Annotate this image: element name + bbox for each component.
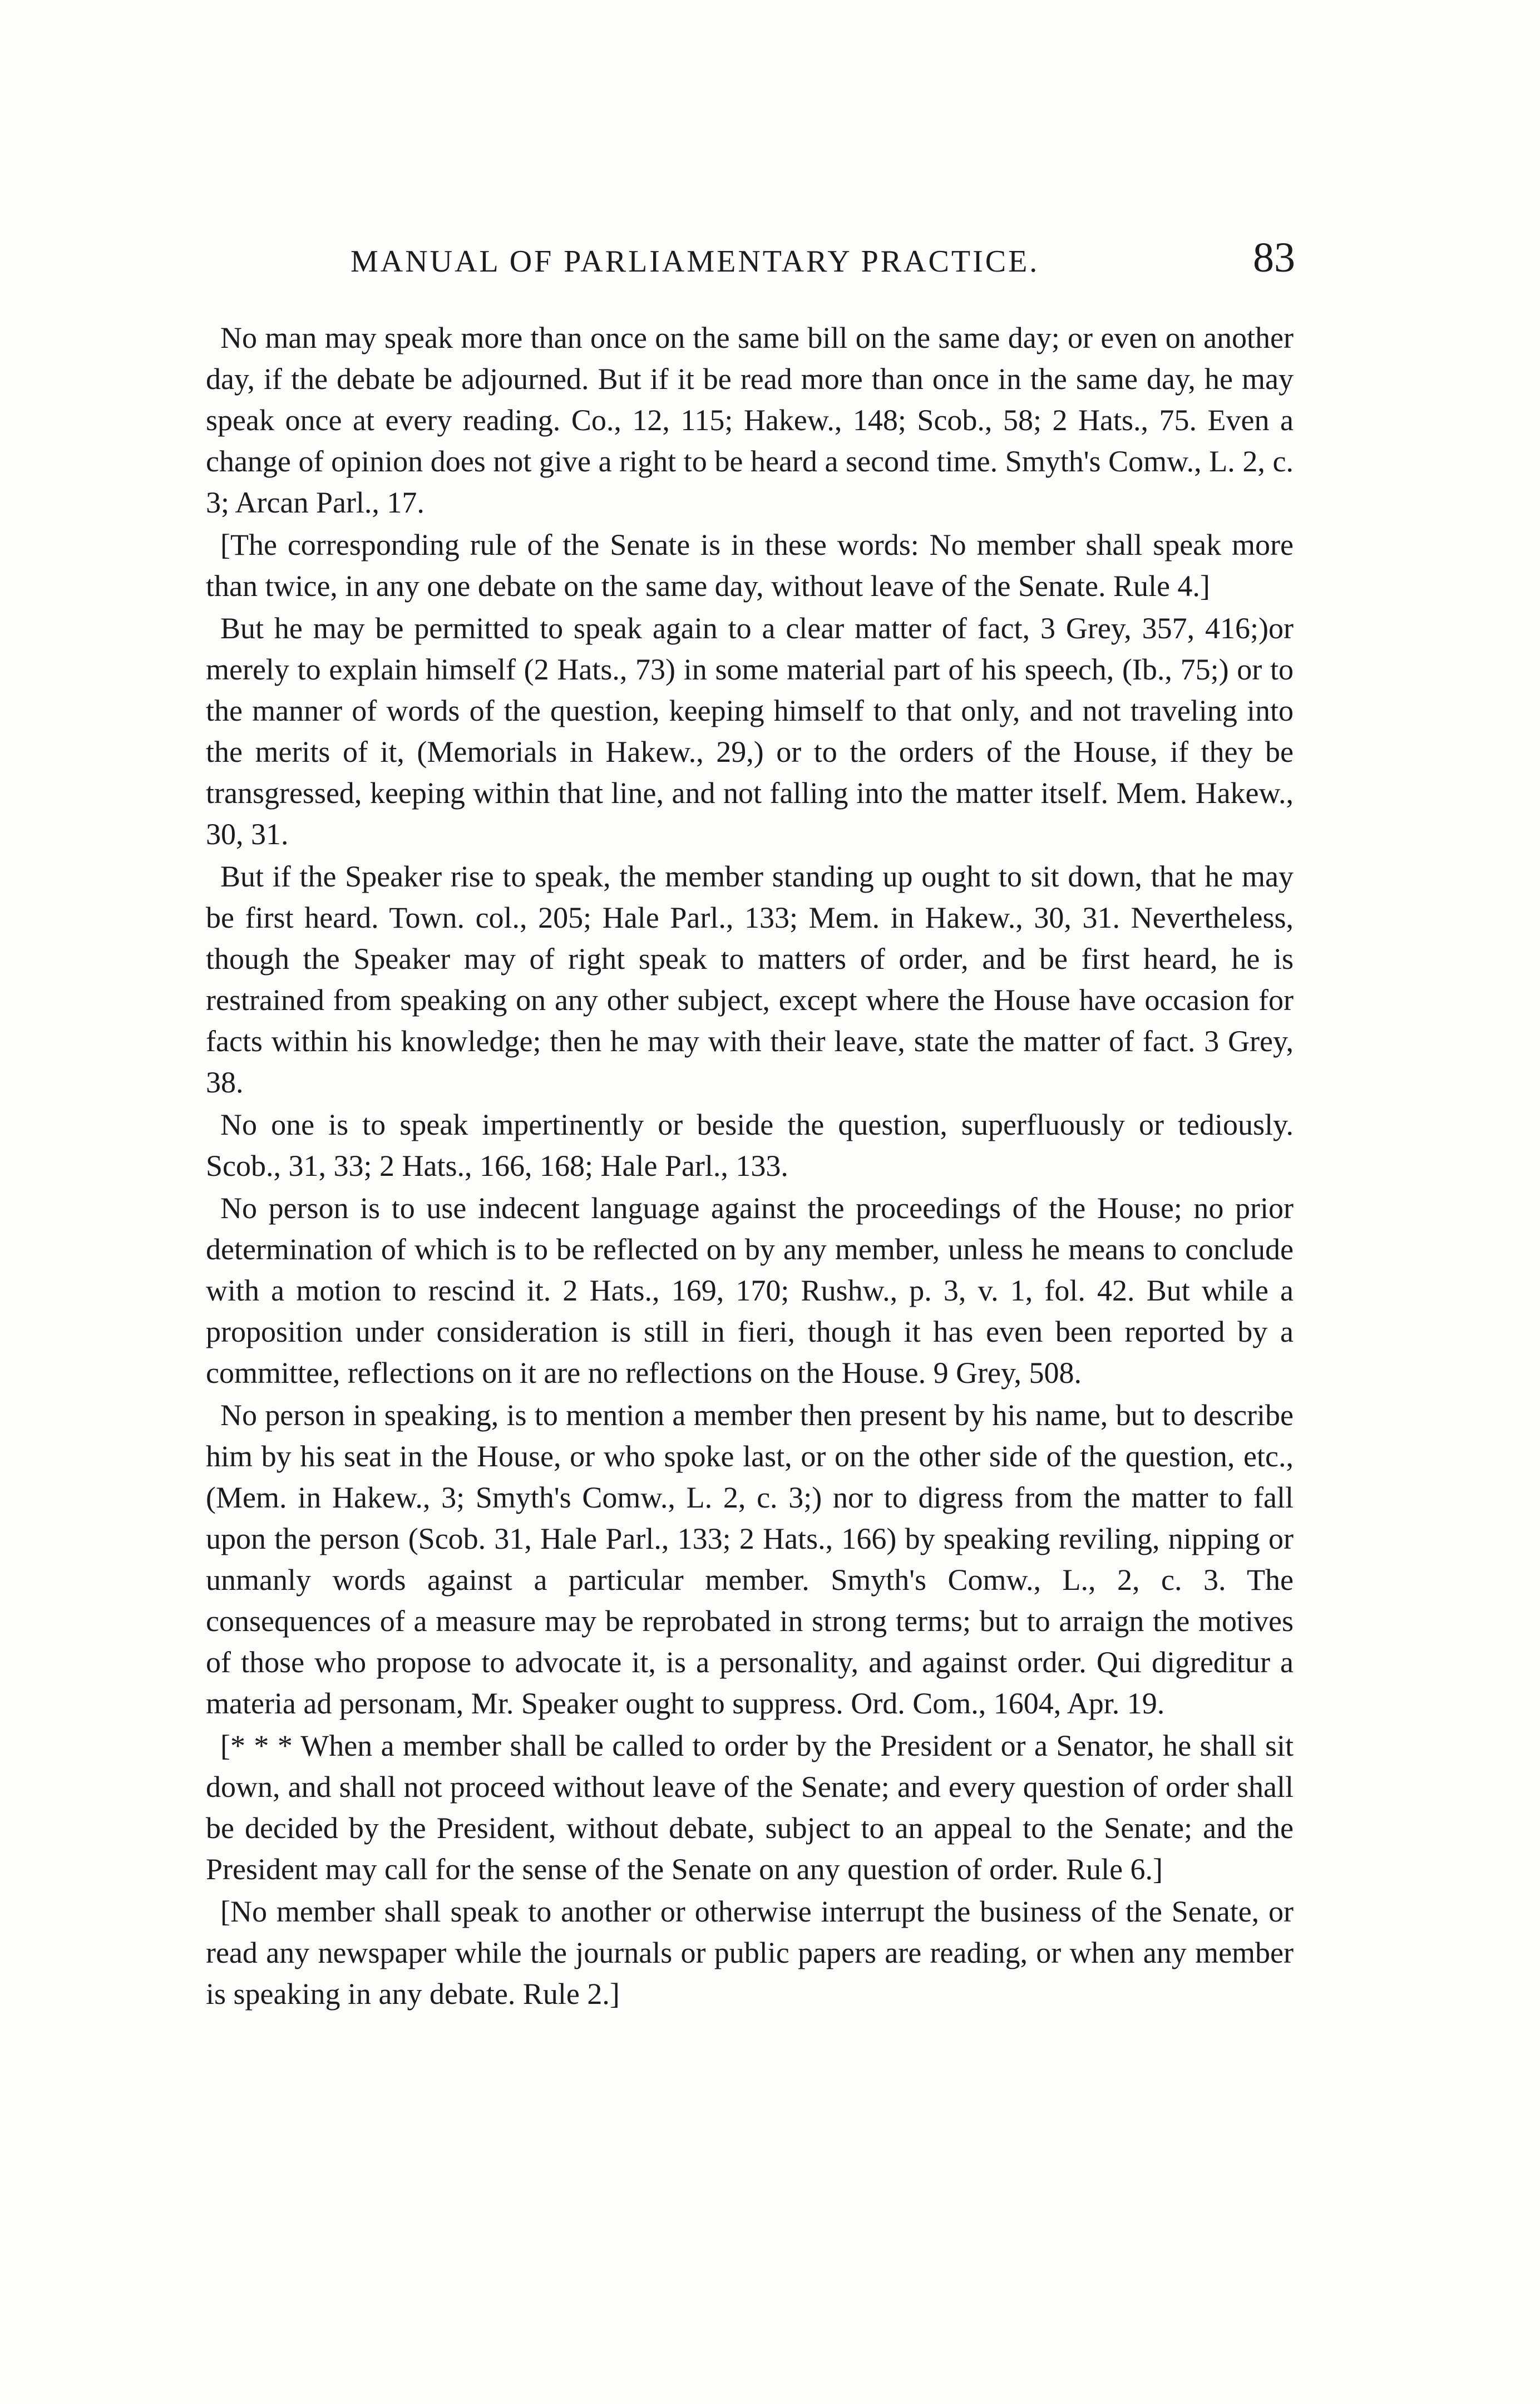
body-text <box>206 317 1294 2014</box>
paragraph-senate-rule-6: [* * * When a member shall be called to order by the President or a Senator, he shall sit down, and shall not proceed without leave of the Senate; and every question of order shall be decided by the President, without debate, subject to an appeal to the Senate; and the President may call for the sense of the Senate on any question of order. Rule 6.] <box>206 1729 1294 1886</box>
paragraph-impertinent-speech: No one is to speak impertinently or beside the question, superfluously or tediously. Scob., 31, 33; 2 Hats., 166, 168; Hale Parl., 133. <box>206 1108 1294 1183</box>
paragraph-senate-rule-4: [The corresponding rule of the Senate is in these words: No member shall speak more than twice, in any one debate on the same day, without leave of the Senate. Rule 4.] <box>206 528 1294 603</box>
paragraph-speaker-rise: But if the Speaker rise to speak, the member standing up ought to sit down, that he may be first heard. Town. col., 205; Hale Parl., 133; Mem. in Hakew., 30, 31. Nevertheless, though the Speaker may of right speak to matters of order, and be first heard, he is restrained from speaking on any other subject, except where the House have occasion for facts within his knowledge; then he may with their leave, state the matter of fact. 3 Grey, 38. <box>206 860 1294 1099</box>
running-head: MANUAL OF PARLIAMENTARY PRACTICE. <box>351 244 1040 279</box>
paragraph-mention-member: No person in speaking, is to mention a member then present by his name, but to describe him by his seat in the House, or who spoke last, or on the other side of the question, etc., (Mem. in Hakew., 3; Smyth's Comw., L. 2, c. 3;) nor to digress from the matter to fall upon the person (Scob. 31, Hale Parl., 133; 2 Hats., 166) by speaking reviling, nipping or unmanly words against a particular member. Smyth's Comw., L., 2, c. 3. The consequences of a measure may be reprobated in strong terms; but to arraign the motives of those who propose to advocate it, is a personality, and against order. Qui digreditur a materia ad personam, Mr. Speaker ought to suppress. Ord. Com., 1604, Apr. 19. <box>206 1398 1294 1720</box>
page-number: 83 <box>1253 234 1295 281</box>
paragraph-matter-of-fact: But he may be permitted to speak again to a clear matter of fact, 3 Grey, 357, 416;)or merely to explain himself (2 Hats., 73) in some material part of his speech, (Ib., 75;) or to the manner of words of the question, keeping himself to that only, and not traveling into the merits of it, (Memorials in Hakew., 29,) or to the orders of the House, if they be transgressed, keeping within that line, and not falling into the matter itself. Mem. Hakew., 30, 31. <box>206 612 1294 851</box>
page-header <box>221 223 1295 289</box>
paragraph-indecent-language: No person is to use indecent language against the proceedings of the House; no prior determination of which is to be reflected on by any member, unless he means to conclude with a motion to rescind it. 2 Hats., 169, 170; Rushw., p. 3, v. 1, fol. 42. But while a proposition under consideration is still in fieri, though it has even been reported by a committee, reflections on it are no reflections on the House. 9 Grey, 508. <box>206 1191 1294 1390</box>
paragraph-senate-rule-2: [No member shall speak to another or otherwise interrupt the business of the Senate, or read any newspaper while the journals or public papers are reading, or when any member is speaking in any debate. Rule 2.] <box>206 1895 1294 2011</box>
paragraph-speaking-once: No man may speak more than once on the same bill on the same day; or even on another day, if the debate be adjourned. But if it be read more than once in the same day, he may speak once at every reading. Co., 12, 115; Hakew., 148; Scob., 58; 2 Hats., 75. Even a change of opinion does not give a right to be heard a second time. Smyth's Comw., L. 2, c. 3; Arcan Parl., 17. <box>206 321 1294 519</box>
